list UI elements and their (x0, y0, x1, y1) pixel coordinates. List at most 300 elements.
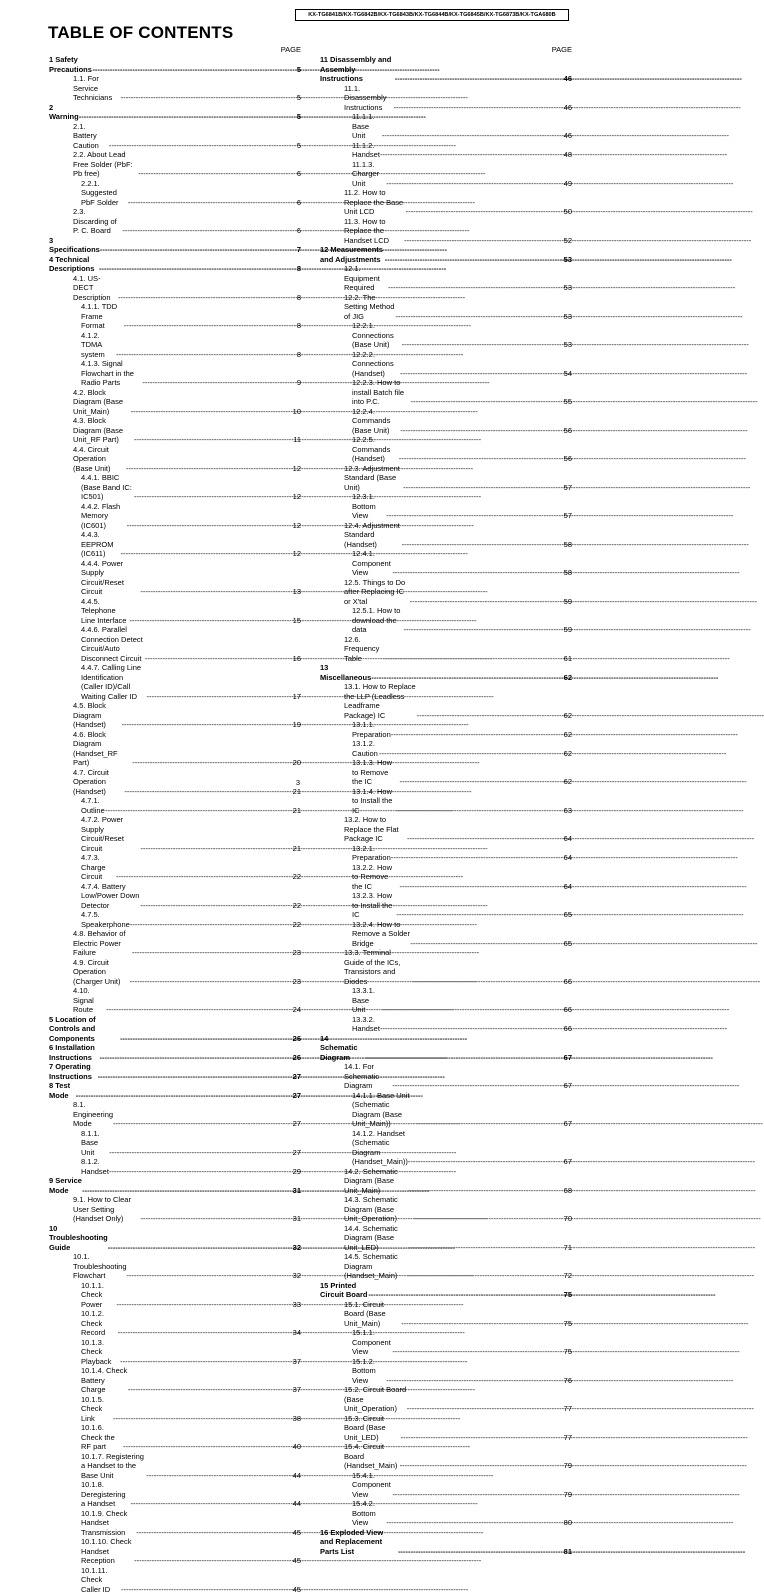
toc-entry[interactable] (49, 625, 301, 663)
toc-entry[interactable] (49, 597, 301, 626)
toc-entry[interactable] (49, 958, 301, 987)
toc-entries-right (320, 55, 572, 1556)
toc-entry-title: 4.1. US-DECT Description (73, 274, 118, 303)
toc-entry[interactable] (320, 1385, 572, 1414)
toc-entry-page: 71 (564, 1243, 572, 1253)
toc-entry-page: 45 (293, 1585, 301, 1594)
dot-leader (395, 74, 564, 84)
toc-entry-title: 14.1. For Schematic Diagram (344, 1062, 392, 1091)
toc-entry-title: 12.2.3. How to install Batch file into P.C. (352, 378, 410, 407)
toc-entry[interactable] (320, 1528, 572, 1557)
toc-entry-page: 45 (293, 1556, 301, 1566)
toc-entry-title: 10.1.11. Check Caller ID (81, 1566, 121, 1594)
toc-entry-page: 29 (293, 1167, 301, 1177)
toc-entry[interactable] (49, 1129, 301, 1158)
dot-leader (142, 378, 296, 388)
toc-entry[interactable] (320, 1300, 572, 1329)
dot-leader (124, 321, 297, 331)
toc-entry-title: 4.4.1. BBIC (Base Band IC: IC501) (81, 473, 134, 502)
dot-leader (121, 93, 297, 103)
dot-leader (406, 207, 564, 217)
toc-entry[interactable] (320, 521, 572, 550)
toc-entry-page: 10 (293, 407, 301, 417)
toc-entry[interactable] (320, 141, 572, 160)
dot-leader (118, 1328, 293, 1338)
toc-entry-title: 4.3. Block Diagram (Base Unit_RF Part) (73, 416, 134, 445)
toc-entry[interactable] (49, 559, 301, 597)
toc-entry-page: 8 (297, 264, 301, 274)
toc-entry[interactable] (49, 1338, 301, 1367)
dot-leader (402, 340, 564, 350)
toc-entry-title: 10.1.3. Check Playback (81, 1338, 120, 1367)
toc-entry-title: 6 Installation Instructions (49, 1043, 100, 1062)
toc-column-left (49, 44, 301, 1594)
toc-entry[interactable] (320, 720, 572, 739)
toc-entry[interactable] (49, 730, 301, 768)
toc-entry-title: 14.2. Schematic Diagram (Base Unit_Main) (344, 1167, 408, 1196)
toc-entry[interactable] (49, 55, 301, 74)
toc-entry-title: 9.1. How to Clear User Setting (Handset Only) (73, 1195, 140, 1224)
toc-entry[interactable] (49, 1366, 301, 1395)
toc-entry[interactable] (320, 549, 572, 578)
toc-entry[interactable] (49, 1015, 301, 1044)
dot-leader (407, 1271, 564, 1281)
toc-entry-title: 5 Location of Controls and Components (49, 1015, 120, 1044)
page-number: 3 (0, 778, 596, 787)
toc-entry-title: 4.4.5. Telephone Line Interface (81, 597, 129, 626)
toc-entry-title: 13.3.1. Base Unit (352, 986, 382, 1015)
toc-entry-title: 15.4.1. Component View (352, 1471, 392, 1500)
toc-entry[interactable] (320, 1091, 572, 1129)
toc-entry[interactable] (49, 530, 301, 559)
toc-entry-title: 4.5. Block Diagram (Handset) (73, 701, 122, 730)
toc-entry[interactable] (320, 264, 572, 293)
toc-entry[interactable] (49, 302, 301, 331)
toc-entry[interactable] (320, 682, 572, 720)
toc-entry-title: 4.8. Behavior of Electric Power Failure (73, 929, 132, 958)
toc-entry[interactable] (320, 217, 572, 246)
toc-entry-title: 12.5.1. How to download the data (352, 606, 404, 635)
toc-entry[interactable] (320, 1499, 572, 1528)
toc-entry[interactable] (320, 920, 572, 949)
toc-entry[interactable] (49, 445, 301, 474)
toc-entry[interactable] (49, 179, 301, 208)
dot-leader (392, 1081, 563, 1091)
toc-entry[interactable] (49, 1395, 301, 1424)
toc-entry-page: 53 (564, 283, 572, 293)
toc-entry[interactable] (320, 1195, 572, 1224)
toc-entry-title: 15 Printed Circuit Board (320, 1281, 368, 1300)
toc-entry[interactable] (49, 1423, 301, 1452)
dot-leader (109, 141, 297, 151)
dot-leader (399, 454, 564, 464)
toc-entry[interactable] (49, 882, 301, 911)
toc-entry-page: 72 (564, 1271, 572, 1281)
dot-leader (108, 1243, 293, 1253)
dot-leader (368, 1290, 563, 1300)
toc-entry[interactable] (320, 1414, 572, 1443)
toc-entry[interactable] (49, 796, 301, 815)
toc-entry-title: 4.10. Signal Route (73, 986, 106, 1015)
toc-entry-title: 13.3.2. Handset (352, 1015, 380, 1034)
toc-entry[interactable] (320, 1224, 572, 1253)
dot-leader (392, 568, 563, 578)
toc-entry-title: 13.1.4. How to Install the IC (352, 787, 396, 816)
toc-entry[interactable] (49, 416, 301, 445)
toc-entry[interactable] (320, 321, 572, 350)
toc-entry-title: 12.2.2. Connections (Handset) (352, 350, 400, 379)
toc-entry-title: 16 Exploded View and Replacement Parts List (320, 1528, 398, 1557)
toc-entry[interactable] (49, 103, 301, 122)
toc-entry[interactable] (49, 473, 301, 502)
toc-entry-title: 10.1.1. Check Power (81, 1281, 116, 1310)
toc-entry[interactable] (49, 388, 301, 417)
toc-entry[interactable] (320, 1328, 572, 1357)
toc-entry-title: 11 Disassembly and Assembly Instructions (320, 55, 395, 84)
toc-entry-page: 44 (293, 1471, 301, 1481)
toc-entry-title: 13.2.3. How to Install the IC (352, 891, 396, 920)
toc-entry-page: 64 (564, 853, 572, 863)
toc-entry-title: 11.3. How to Replace the Handset LCD (344, 217, 404, 246)
dot-leader (124, 787, 292, 797)
toc-entry-page: 53 (564, 255, 572, 265)
toc-entry[interactable] (320, 112, 572, 141)
toc-entry-title: 14.1.2. Handset (Schematic Diagram (Handset_Main)) (352, 1129, 408, 1167)
toc-entry[interactable] (320, 1442, 572, 1471)
toc-entry[interactable] (320, 1167, 572, 1196)
dot-leader (130, 1499, 292, 1509)
toc-entry[interactable] (320, 1129, 572, 1167)
toc-entry-title: 15.1. Circuit Board (Base Unit_Main) (344, 1300, 401, 1329)
dot-leader (134, 492, 293, 502)
toc-entry[interactable] (49, 853, 301, 882)
toc-entry-page: 44 (293, 1499, 301, 1509)
toc-entry[interactable] (49, 815, 301, 853)
toc-entry[interactable] (320, 1357, 572, 1386)
toc-entry[interactable] (49, 1081, 301, 1100)
toc-entry-page: 58 (564, 540, 572, 550)
toc-entry-page: 45 (293, 1528, 301, 1538)
toc-entry-page: 20 (293, 758, 301, 768)
toc-entry-page: 12 (293, 521, 301, 531)
toc-entry[interactable] (49, 1566, 301, 1594)
dot-leader (113, 1414, 293, 1424)
dot-leader (407, 1404, 564, 1414)
dot-leader (417, 711, 564, 721)
dot-leader (413, 977, 564, 987)
toc-entry-title: 4.1.2. TDMA system (81, 331, 116, 360)
toc-entry-title: 14.4. Schematic Diagram (Base Unit_LED) (344, 1224, 408, 1253)
toc-entry[interactable] (49, 150, 301, 179)
toc-entry-page: 54 (564, 369, 572, 379)
dot-leader (132, 758, 292, 768)
dot-leader (105, 806, 293, 816)
toc-entry-page: 40 (293, 1442, 301, 1452)
toc-entry-page: 24 (293, 1005, 301, 1015)
toc-entry[interactable] (320, 188, 572, 217)
dot-leader (136, 1528, 292, 1538)
dot-leader (402, 540, 564, 550)
dot-leader (132, 948, 293, 958)
toc-entry[interactable] (320, 407, 572, 436)
toc-entry-page: 79 (564, 1490, 572, 1500)
toc-entry[interactable] (49, 1224, 301, 1253)
toc-entry-title: 13.2.2. How to Remove the IC (352, 863, 400, 892)
dot-leader (116, 350, 297, 360)
dot-leader (126, 464, 293, 474)
toc-entry-title: 4.4. Circuit Operation (Base Unit) (73, 445, 126, 474)
toc-entry[interactable] (49, 1157, 301, 1176)
dot-leader (130, 920, 293, 930)
toc-entry[interactable] (320, 245, 572, 264)
toc-entry-page: 66 (564, 1005, 572, 1015)
toc-entry-page: 59 (564, 597, 572, 607)
toc-entry-page: 31 (293, 1214, 301, 1224)
toc-entry-title: 8.1.2. Handset (81, 1157, 109, 1176)
toc-entry[interactable] (49, 1281, 301, 1310)
toc-entry-page: 57 (564, 483, 572, 493)
dot-leader (408, 1186, 563, 1196)
toc-entry[interactable] (320, 863, 572, 892)
toc-entry[interactable] (49, 1509, 301, 1538)
dot-leader (382, 1005, 564, 1015)
toc-entry-page: 38 (293, 1414, 301, 1424)
dot-leader (106, 1005, 293, 1015)
toc-entry[interactable] (320, 1252, 572, 1281)
toc-entry[interactable] (49, 1043, 301, 1062)
toc-entry[interactable] (320, 891, 572, 920)
toc-entry[interactable] (320, 739, 572, 758)
toc-entry-title: 4.9. Circuit Operation (Charger Unit) (73, 958, 130, 987)
dot-leader (140, 587, 292, 597)
toc-entry-title: 12.2.4. Commands (Base Unit) (352, 407, 400, 436)
dot-leader (385, 255, 564, 265)
toc-entry-page: 75 (564, 1290, 572, 1300)
toc-entry-page: 37 (293, 1357, 301, 1367)
toc-entry-page: 62 (564, 777, 572, 787)
toc-entry-title: 12.5. Things to Do after Replacing IC or X'tal (344, 578, 410, 607)
toc-entry-title: 14.1.1. Base Unit (Schematic Diagram (Base Unit_Main)) (352, 1091, 416, 1129)
toc-entry-title: 3 Specifications (49, 236, 100, 255)
toc-entry[interactable] (49, 359, 301, 388)
toc-entry[interactable] (320, 464, 572, 493)
toc-entry[interactable] (49, 929, 301, 958)
toc-entry-page: 19 (293, 720, 301, 730)
toc-entry-page: 46 (564, 103, 572, 113)
toc-entry-page: 27 (293, 1072, 301, 1082)
toc-entry[interactable] (320, 948, 572, 986)
toc-entry-title: 15.4.2. Bottom View (352, 1499, 386, 1528)
toc-entry-title: 11.1.3. Charger Unit (352, 160, 386, 189)
toc-entry-title: 15.2. Circuit Board (Base Unit_Operation) (344, 1385, 407, 1414)
dot-leader (123, 1442, 293, 1452)
toc-entry[interactable] (49, 274, 301, 303)
toc-entry[interactable] (49, 122, 301, 151)
toc-entry-page: 6 (297, 198, 301, 208)
toc-entry[interactable] (320, 986, 572, 1015)
dot-leader (134, 1556, 293, 1566)
toc-entry[interactable] (320, 435, 572, 464)
toc-entry-title: 15.1.2. Bottom View (352, 1357, 386, 1386)
toc-entry[interactable] (49, 502, 301, 531)
toc-entry-page: 22 (293, 872, 301, 882)
toc-entry[interactable] (320, 606, 572, 635)
toc-entry-page: 64 (564, 834, 572, 844)
toc-entry[interactable] (49, 207, 301, 236)
toc-entry-page: 62 (564, 749, 572, 759)
toc-entry-title: 10.1.4. Check Battery Charge (81, 1366, 128, 1395)
toc-entry[interactable] (320, 1281, 572, 1300)
dot-leader (116, 872, 293, 882)
dot-leader (408, 1243, 564, 1253)
toc-entry-page: 32 (293, 1271, 301, 1281)
toc-entry-title: 13.2.4. How to Remove a Solder Bridge (352, 920, 410, 949)
dot-leader (410, 939, 563, 949)
toc-entry[interactable] (320, 663, 572, 682)
toc-entry-page: 5 (297, 141, 301, 151)
toc-entry-page: 46 (564, 74, 572, 84)
dot-leader (100, 1053, 293, 1063)
toc-entry-title: 12 Measurements and Adjustments (320, 245, 385, 264)
toc-entry[interactable] (49, 1537, 301, 1566)
dot-leader (82, 1186, 293, 1196)
model-numbers-header: KX-TG6841B/KX-TG6842B/KX-TG6843B/KX-TG6844B/KX-TG6845B/KX-TG6873B/KX-TGA680B (295, 9, 569, 21)
dot-leader (120, 1357, 293, 1367)
toc-column-right (320, 44, 572, 1556)
toc-entry-title: 2.2. About Lead Free Solder (PbF: Pb free) (73, 150, 138, 179)
toc-entry-page: 65 (564, 939, 572, 949)
toc-entry-title: 11.1.2. Handset (352, 141, 380, 160)
dot-leader (79, 112, 297, 122)
dot-leader (122, 720, 293, 730)
toc-entry-page: 11 (293, 435, 301, 445)
toc-entry[interactable] (49, 701, 301, 730)
toc-entry-page: 64 (564, 882, 572, 892)
toc-entry-page: 9 (297, 378, 301, 388)
toc-entry[interactable] (320, 350, 572, 379)
dot-leader (414, 1214, 564, 1224)
toc-entry-page: 16 (293, 654, 301, 664)
toc-entry[interactable] (49, 1480, 301, 1509)
toc-entry-page: 5 (297, 93, 301, 103)
toc-entry[interactable] (320, 160, 572, 189)
toc-entry[interactable] (49, 331, 301, 360)
toc-entry-title: 4.6. Block Diagram (Handset_RF Part) (73, 730, 132, 768)
toc-entry[interactable] (49, 986, 301, 1015)
toc-entry[interactable] (320, 1015, 572, 1034)
toc-entry-title: 10.1.10. Check Handset Reception (81, 1537, 134, 1566)
toc-entry[interactable] (320, 1062, 572, 1091)
dot-leader (128, 198, 297, 208)
toc-entry-title: 15.4. Circuit Board (Handset_Main) (344, 1442, 400, 1471)
toc-entry[interactable] (49, 1176, 301, 1195)
toc-entry[interactable] (49, 1195, 301, 1224)
toc-entry[interactable] (49, 1452, 301, 1481)
toc-entry-page: 75 (564, 1319, 572, 1329)
toc-entry[interactable] (49, 1309, 301, 1338)
toc-entry-page: 66 (564, 1024, 572, 1034)
toc-entry-title: 7 Operating Instructions (49, 1062, 98, 1081)
toc-entry-title: 15.3. Circuit Board (Base Unit_LED) (344, 1414, 401, 1443)
toc-entry-page: 27 (293, 1091, 301, 1101)
toc-entry-page: 27 (293, 1119, 301, 1129)
dot-leader (138, 169, 297, 179)
toc-entry-title: 1 Safety Precautions (49, 55, 92, 74)
toc-entry-page: 62 (564, 730, 572, 740)
toc-entry[interactable] (49, 255, 301, 274)
toc-entry[interactable] (320, 378, 572, 407)
dot-leader (127, 1271, 293, 1281)
toc-entry[interactable] (49, 236, 301, 255)
dot-leader (130, 977, 293, 987)
toc-entry-title: 4.4.6. Parallel Connection Detect Circuit/Auto Disconnect Circuit (81, 625, 145, 663)
toc-entry-title: 10.1. Troubleshooting Flowchart (73, 1252, 127, 1281)
toc-entry[interactable] (49, 663, 301, 701)
toc-entry[interactable] (320, 84, 572, 113)
toc-entry[interactable] (320, 492, 572, 521)
toc-entry-title: 10.1.6. Check the RF part (81, 1423, 123, 1452)
toc-entry-page: 49 (564, 179, 572, 189)
toc-entry[interactable] (320, 1034, 572, 1063)
dot-leader (98, 1072, 293, 1082)
dot-leader (76, 1091, 293, 1101)
toc-entry-title: 12.2. The Setting Method of JIG (344, 293, 395, 322)
toc-entry-page: 56 (564, 426, 572, 436)
toc-entry[interactable] (49, 74, 301, 103)
toc-entry-page: 17 (293, 692, 301, 702)
toc-entry-title: 13.2.1. Preparation (352, 844, 391, 863)
toc-entry-title: 13 Miscellaneous (320, 663, 371, 682)
toc-entry[interactable] (49, 1100, 301, 1129)
toc-entry[interactable] (320, 293, 572, 322)
toc-entry-page: 12 (293, 464, 301, 474)
dot-leader (400, 369, 564, 379)
toc-entry-page: 8 (297, 321, 301, 331)
toc-entry-title: 12.2.1. Connections (Base Unit) (352, 321, 402, 350)
toc-entry[interactable] (320, 844, 572, 863)
toc-entry-page: 67 (564, 1157, 572, 1167)
toc-entry-page: 67 (564, 1119, 572, 1129)
toc-entry[interactable] (320, 787, 572, 816)
toc-entry-title: 4.1.1. TDD Frame Format (81, 302, 124, 331)
dot-leader (100, 245, 297, 255)
toc-entry-title: 8.1. Engineering Mode (73, 1100, 113, 1129)
toc-entry[interactable] (320, 1471, 572, 1500)
toc-entry[interactable] (320, 635, 572, 664)
dot-leader (386, 511, 563, 521)
dot-leader (118, 293, 297, 303)
toc-entry-page: 48 (564, 150, 572, 160)
toc-entry[interactable] (49, 910, 301, 929)
toc-entry-title: 13.1.1. Preparation (352, 720, 391, 739)
toc-entry-title: 10.1.5. Check Link (81, 1395, 113, 1424)
toc-entry-page: 62 (564, 711, 572, 721)
toc-entry-title: 4.4.2. Flash Memory (IC601) (81, 502, 127, 531)
toc-entry-page: 55 (564, 397, 572, 407)
toc-entry-page: 81 (564, 1547, 572, 1557)
toc-entry[interactable] (49, 1252, 301, 1281)
toc-entry-page: 21 (293, 806, 301, 816)
toc-entry[interactable] (320, 578, 572, 607)
dot-leader (145, 654, 293, 664)
toc-entry-page: 77 (564, 1404, 572, 1414)
toc-entry-title: 13.1.3. How to Remove the IC (352, 758, 400, 787)
toc-entry[interactable] (320, 55, 572, 84)
document-title: TABLE OF CONTENTS (48, 23, 233, 43)
toc-entry[interactable] (49, 1062, 301, 1081)
toc-entry-page: 70 (564, 1214, 572, 1224)
toc-entry[interactable] (320, 815, 572, 844)
